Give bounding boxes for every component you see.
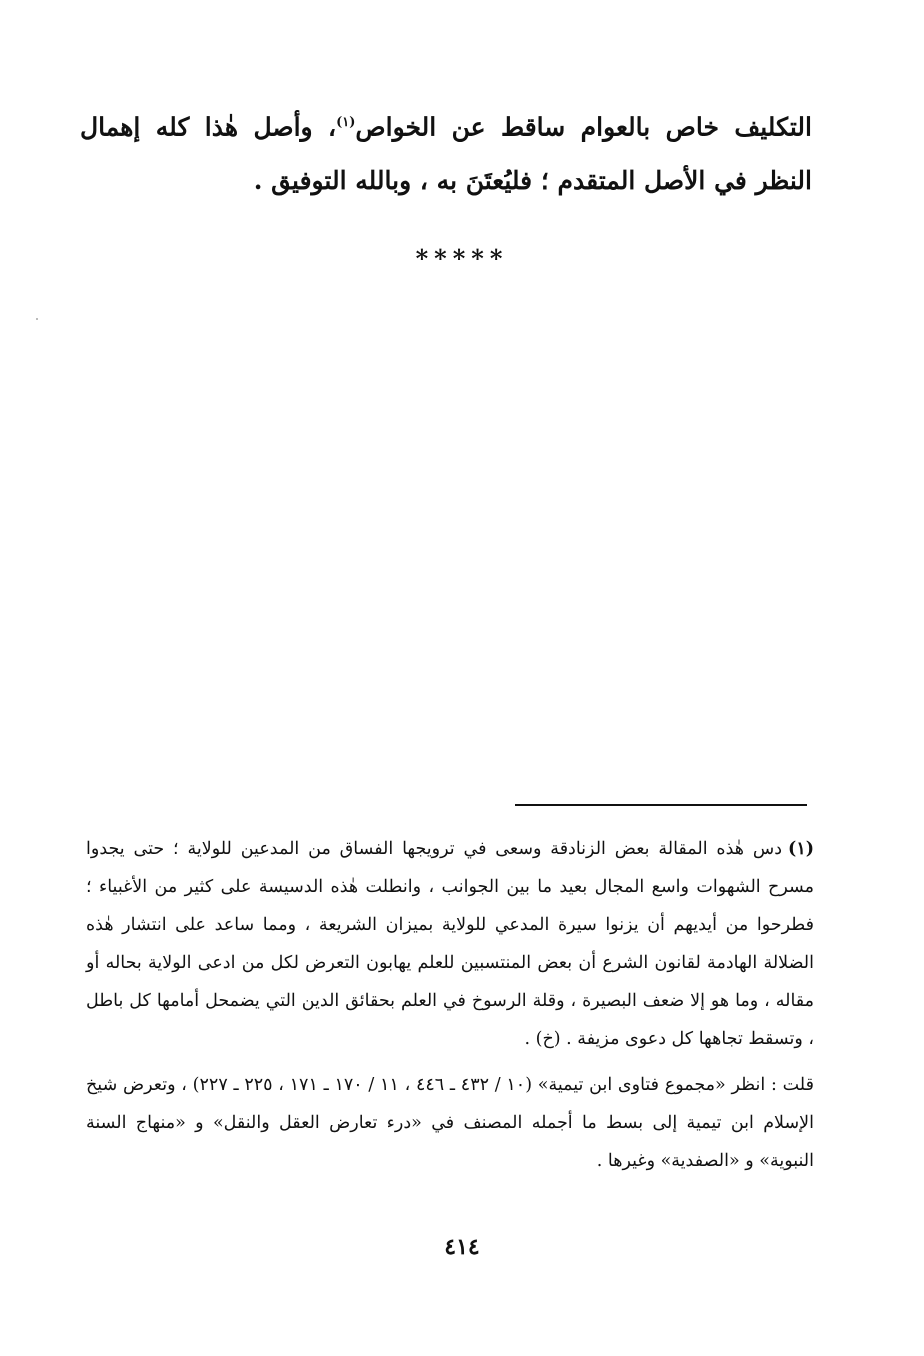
footnote-divider xyxy=(515,804,807,806)
footnote-1 xyxy=(86,830,814,1058)
footnote-reference[interactable]: (١) xyxy=(336,115,356,130)
page-number: ٤١٤ xyxy=(444,1234,480,1260)
main-paragraph xyxy=(80,96,812,208)
footnote-editor-note-text: قلت : انظر «مجموع فتاوى ابن تيمية» (١٠ / ٤٣٢ ـ ٤٤٦ ، ١١ / ١٧٠ ـ ١٧١ ، ٢٢٥ ـ ٢٢٧) ، وتعرض شيخ الإسلام ابن تيمية إلى بسط ما أجمله المصنف في «درء تعارض العقل والنقل» و «منهاج السنة النبوية» و «الصفدية» وغيرها . xyxy=(86,1075,814,1171)
main-text xyxy=(80,96,812,208)
footnote-marker: (١) xyxy=(788,839,814,859)
main-line-1-continuation: ، وأصل هٰذا كله إهمال النظر في xyxy=(80,112,812,196)
footnotes xyxy=(86,830,814,1188)
main-line-1: التكليف خاص بالعوام ساقط عن الخواص xyxy=(355,112,812,142)
margin-dot xyxy=(36,318,38,320)
main-line-2: الأصل المتقدم ؛ فليُعتَنَ به ، وبالله التوفيق . xyxy=(253,166,706,196)
footnote-1-text: دس هٰذه المقالة بعض الزنادقة وسعى في ترويجها الفساق من المدعين للولاية ؛ حتى يجدوا مسرح الشهوات واسع المجال بعيد ما بين الجوانب ، وانطلت هٰذه الدسيسة على كثير من الأغبياء ؛ فطرحوا من أيديهم أن يزنوا سيرة المدعي للولاية بميزان الشريعة ، ومما ساعد على انتشار هٰذه الضلالة الهادمة لقانون الشرع أن بعض المنتسبين للعلم يهابون التعرض لكل من ادعى الولاية بحاله أو مقاله ، وما هو إلا ضعف البصيرة ، وقلة الرسوخ في العلم بحقائق الدين التي يضمحل أمامها كل باطل ، وتسقط تجاهها كل دعوى مزيفة . (خ) . xyxy=(86,839,814,1049)
section-separator: ***** xyxy=(415,244,509,273)
footnote-editor-note xyxy=(86,1066,814,1180)
